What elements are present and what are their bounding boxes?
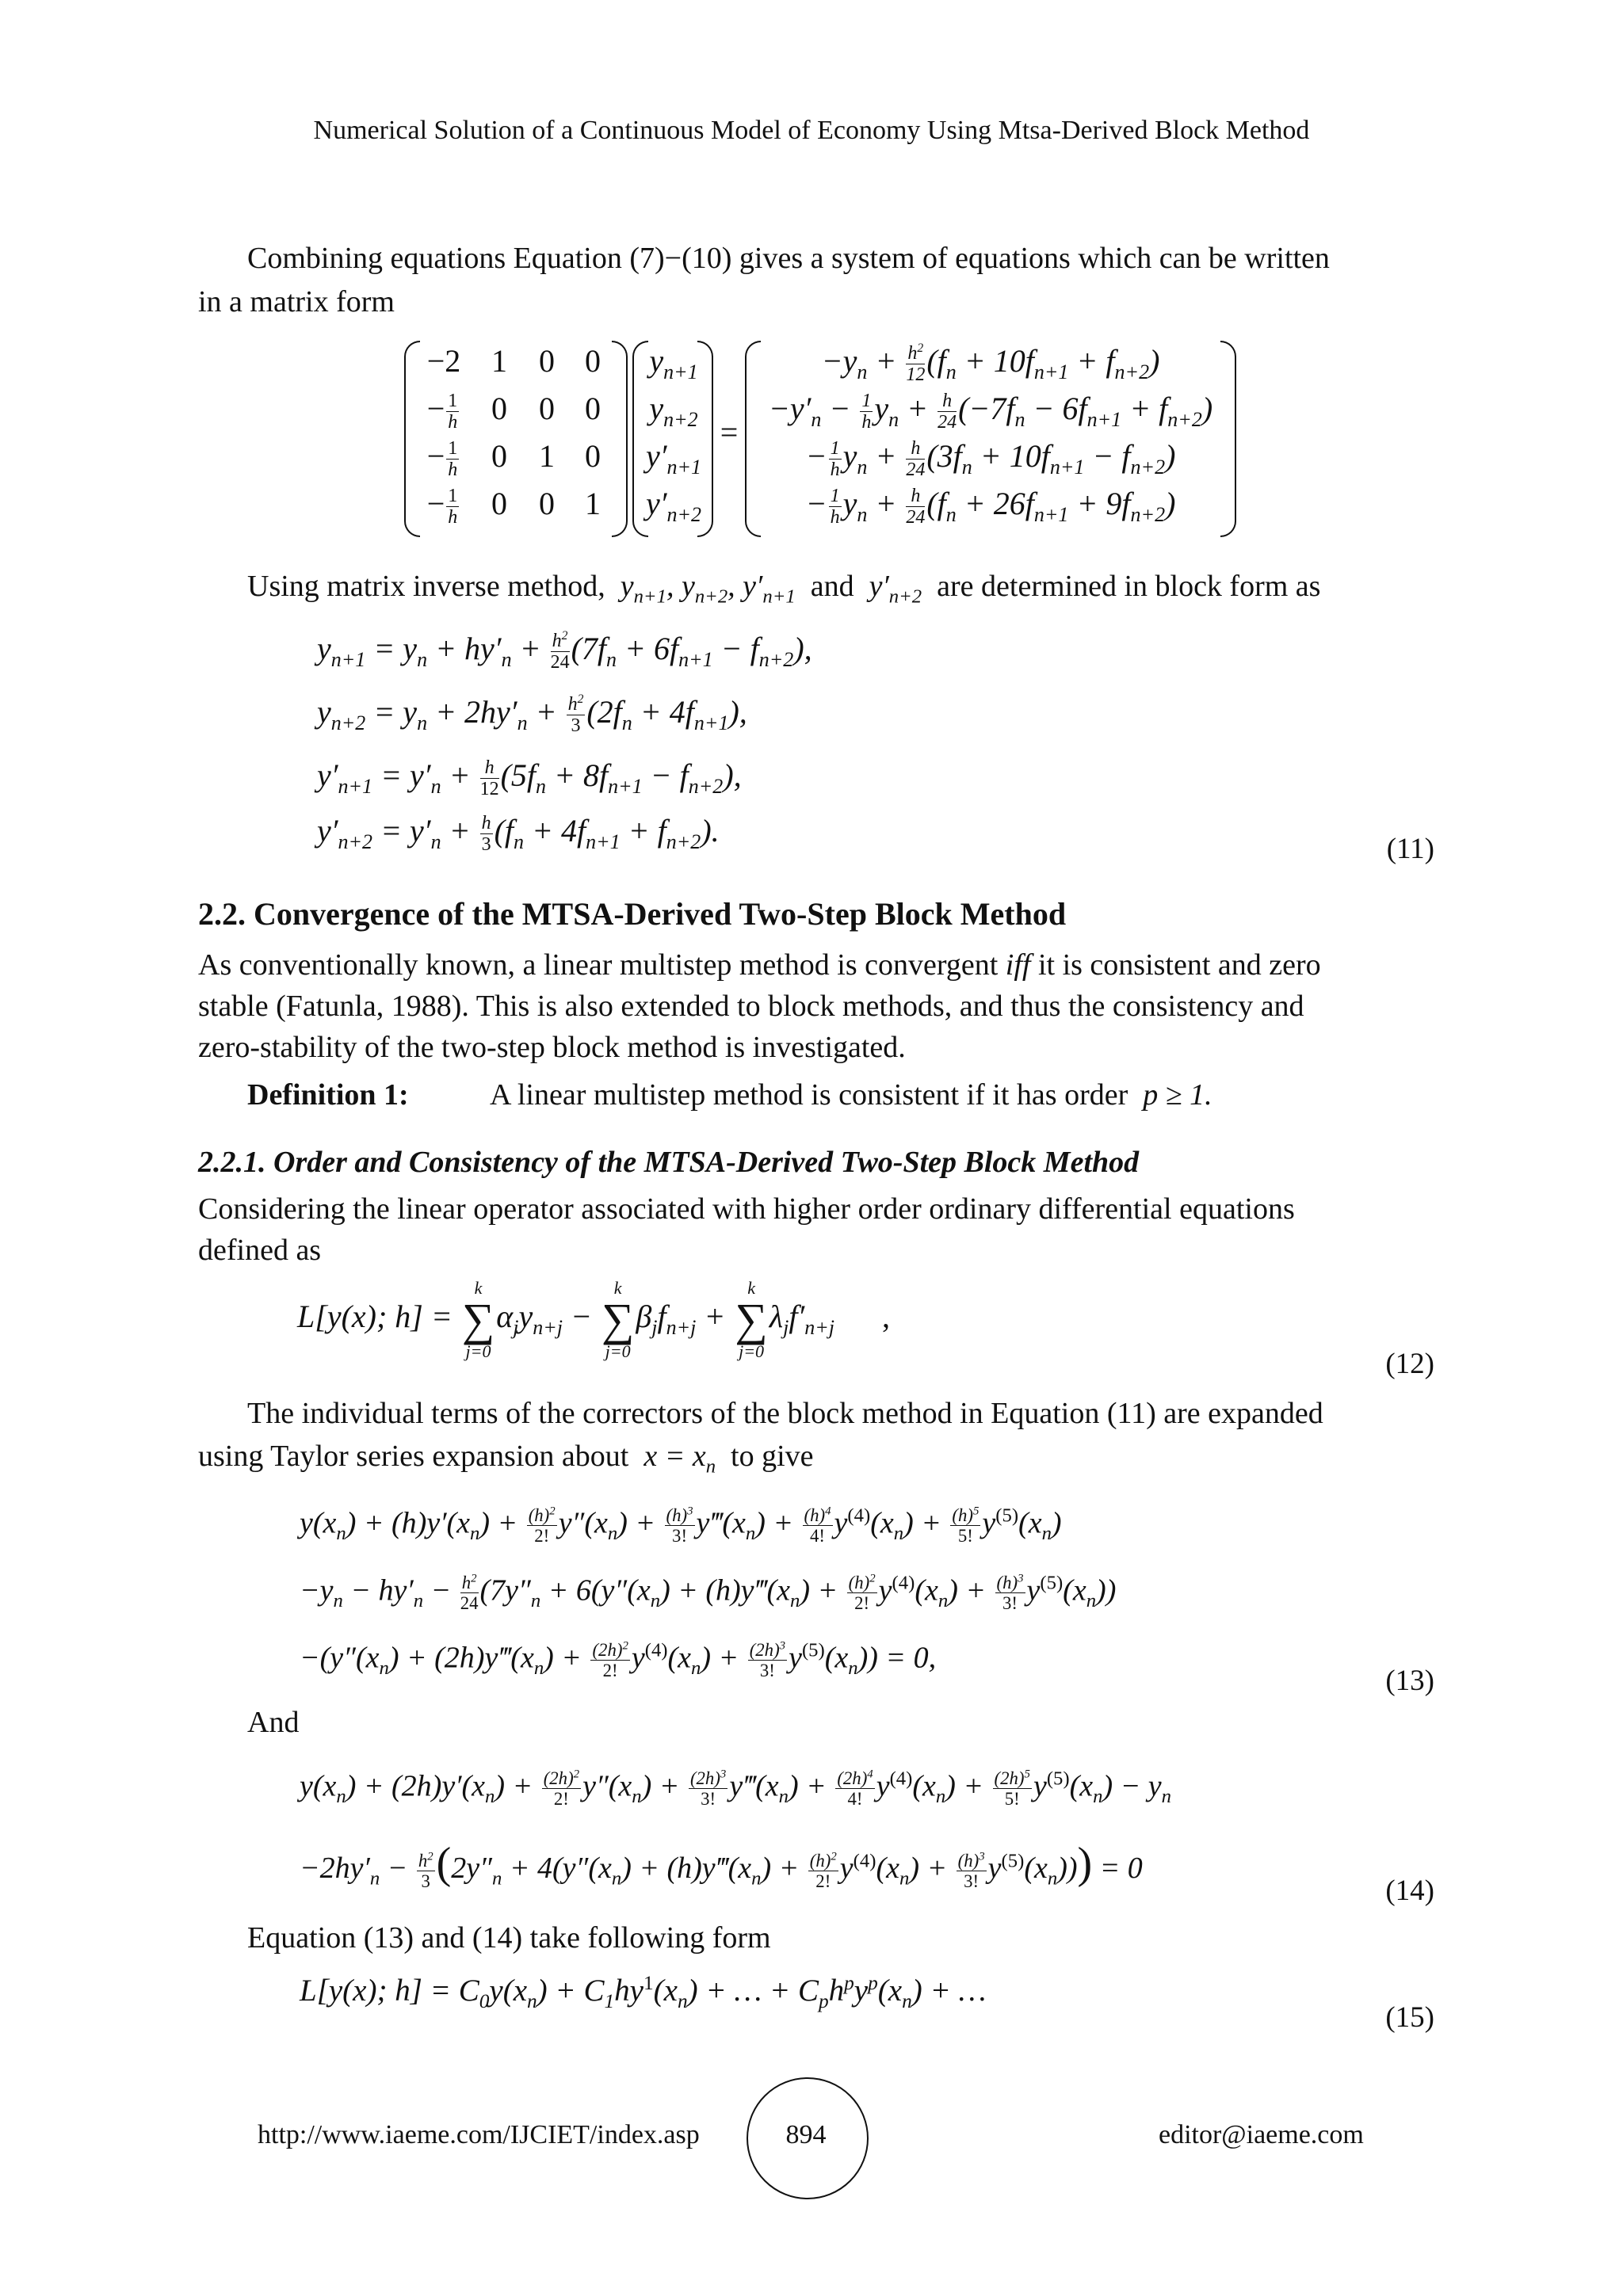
take-form-line: Equation (13) and (14) take following form xyxy=(247,1921,771,1955)
eq-number-15: (15) xyxy=(1385,2001,1434,2034)
section-2-2-para-line-3: zero-stability of the two-step block method is investigated. xyxy=(198,1031,906,1064)
inverse-method-line xyxy=(247,566,1436,607)
rhs-row-1: $-y_n$ + $\frac{h^2}{12}$ $(f_n + 10f_{n+1} + f_{n+2})$ xyxy=(821,341,1160,386)
para-text-a: As conventionally known, a linear multistep method is convergent xyxy=(198,948,1006,982)
and-word: And xyxy=(247,1706,300,1739)
eq13-line-2: $-y_n - hy'_n$ − $\frac{h^2}{24}$ ($7y''_n + 6(y''(x_n)$ + $(h)y‴(x_n)$ + $\frac{(h)^2}{2!}$ $y^{(4)}(x_n)$ + $\frac{(h)^3}{3!}$ $y^{(5)}(x_n)$) xyxy=(300,1572,1117,1614)
definition-text xyxy=(490,1074,1212,1116)
inverse-vars: $y_{n+1}$, $y_{n+2}$, $y'_{n+1}$ xyxy=(613,570,796,608)
vec-yp-n1: $y'_{n+1}$ xyxy=(645,438,702,479)
eq12-operator: L[y(x); h] = k ∑ j=0 $\alpha_jy_{n+j}$ − k ∑ j=0 $\beta_jf_{n+j}$ + k ∑ j=0 $\lambda_jf'_{n+j}$ , xyxy=(297,1278,890,1361)
a-33: 1 xyxy=(539,438,555,474)
section-2-2-para-line-2: stable (Fatunla, 1988). This is also extended to block methods, and thus the consistency and xyxy=(198,990,1304,1023)
a-23: 0 xyxy=(539,391,555,426)
matrix-a-right-bracket xyxy=(612,341,628,537)
a-32: 0 xyxy=(491,438,507,474)
intro-line-1: Combining equations Equation (7)−(10) gives a system of equations which can be written xyxy=(247,242,1330,275)
section-2-2-1-heading: 2.2.1. Order and Consistency of the MTSA-Derived Two-Step Block Method xyxy=(198,1146,1140,1179)
eq14-line-1: $y(x_n) + (2h)y'(x_n)$ + $\frac{(2h)^2}{2!}$ $y''(x_n)$ + $\frac{(2h)^3}{3!}$ $y‴(x_n)$ + $\frac{(2h)^4}{4!}$ $y^{(4)}(x_n)$ + $\frac{(2h)^5}{5!}$ $y^{(5)}(x_n) - y_n$ xyxy=(300,1768,1171,1810)
a-34: 0 xyxy=(585,438,601,474)
definition-body: A linear multistep method is consistent if it has order xyxy=(490,1078,1128,1112)
rhs-row-2: $-y'_n$ − $\frac{1}{h}$ $y_n$ + $\frac{h}{24}$ $(-7f_n - 6f_{n+1} + f_{n+2})$ xyxy=(768,390,1213,433)
eq11-line-2: $y_{n+2} = y_n + 2hy'_n$ + $\frac{h^2}{3}$ $(2f_n + 4f_{n+1})$, xyxy=(317,692,747,737)
rhs-row-3: − $\frac{1}{h}$ $y_n$ + $\frac{h}{24}$ $(3f_n + 10f_{n+1} - f_{n+2})$ xyxy=(805,437,1176,481)
matrix-equation xyxy=(396,341,1236,539)
a-31: − $\frac{1}{h}$ xyxy=(426,437,458,481)
running-header: Numerical Solution of a Continuous Model of Economy Using Mtsa-Derived Block Method xyxy=(313,116,1310,145)
definition-condition: p ≥ 1. xyxy=(1143,1078,1212,1112)
footer-email[interactable]: editor@iaeme.com xyxy=(1159,2120,1364,2149)
rhs-left-bracket xyxy=(745,341,761,537)
section-2-2-para-line-1 xyxy=(198,944,1436,986)
definition-label: Definition 1: xyxy=(247,1078,409,1112)
a-21: − $\frac{1}{h}$ xyxy=(426,390,458,433)
a-44: 1 xyxy=(585,486,601,521)
intro-line-2: in a matrix form xyxy=(198,285,395,318)
a-22: 0 xyxy=(491,391,507,426)
a-12: 1 xyxy=(491,343,507,379)
taylor-about-point: $x = x_n$ xyxy=(643,1440,716,1478)
inverse-var-last: $y'_{n+2}$ xyxy=(861,570,922,608)
section-2-2-1-para-line-1: Considering the linear operator associated with higher order ordinary differential equations xyxy=(198,1192,1295,1226)
a-42: 0 xyxy=(491,486,507,521)
iff-text: iff xyxy=(1005,948,1031,982)
section-2-2-1-para-line-2: defined as xyxy=(198,1234,322,1267)
section-2-2-heading: 2.2. Convergence of the MTSA-Derived Two-Step Block Method xyxy=(198,896,1067,932)
eq13-line-3: $-(y''(x_n)$ + $(2h)y‴(x_n)$ + $\frac{(2h)^2}{2!}$ $y^{(4)}(x_n)$ + $\frac{(2h)^3}{3!}$ $y^{(5)}(x_n)) = 0$, xyxy=(300,1639,937,1681)
rhs-right-bracket xyxy=(1220,341,1236,537)
eq-number-13: (13) xyxy=(1385,1665,1434,1697)
eq15-line: L[y(x); $h] = C_0y(x_n) + C_1hy^1(x_n)$ + … + $C_ph^py^p(x_n)$ + … xyxy=(300,1972,987,2012)
eq-number-14: (14) xyxy=(1385,1875,1434,1907)
a-11: −2 xyxy=(426,343,461,379)
vec-y-n2: $y_{n+2}$ xyxy=(649,391,698,431)
a-43: 0 xyxy=(539,486,555,521)
para-text-b: it is consistent and zero xyxy=(1030,948,1321,982)
eq-number-12: (12) xyxy=(1385,1348,1434,1380)
footer-url[interactable]: http://www.iaeme.com/IJCIET/index.asp xyxy=(258,2120,700,2149)
inverse-before: Using matrix inverse method, xyxy=(247,570,605,603)
matrix-a-left-bracket xyxy=(404,341,420,537)
inverse-and: and xyxy=(810,570,854,603)
eq13-line-1: $y(x_n) + (h)y'(x_n)$ + $\frac{(h)^2}{2!}$ $y''(x_n)$ + $\frac{(h)^3}{3!}$ $y‴(x_n)$ + $\frac{(h)^4}{4!}$ $y^{(4)}(x_n)$ + $\frac{(h)^5}{5!}$ $y^{(5)}(x_n)$ xyxy=(300,1505,1062,1547)
a-14: 0 xyxy=(585,343,601,379)
a-24: 0 xyxy=(585,391,601,426)
vector-right-bracket xyxy=(697,341,713,537)
eq11-line-4: $y'_{n+2} = y'_n$ + $\frac{h}{3}$ $(f_n + 4f_{n+1} + f_{n+2})$. xyxy=(317,812,720,856)
a-41: − $\frac{1}{h}$ xyxy=(426,485,458,528)
rhs-row-4: − $\frac{1}{h}$ $y_n$ + $\frac{h}{24}$ $(f_n + 26f_{n+1} + 9f_{n+2})$ xyxy=(805,485,1176,528)
eq11-line-1: $y_{n+1} = y_n + hy'_n$ + $\frac{h^2}{24}$ $(7f_n + 6f_{n+1} - f_{n+2})$, xyxy=(317,628,812,673)
vec-y-n1: $y_{n+1}$ xyxy=(649,343,698,383)
a-13: 0 xyxy=(539,343,555,379)
taylor-para-line-2 xyxy=(198,1436,1436,1477)
page-number: 894 xyxy=(785,2120,827,2149)
taylor-para-line-1: The individual terms of the correctors of the block method in Equation (11) are expanded xyxy=(247,1397,1323,1430)
eq-number-11: (11) xyxy=(1386,833,1434,865)
taylor-text-a: using Taylor series expansion about xyxy=(198,1440,629,1473)
vec-yp-n2: $y'_{n+2}$ xyxy=(645,486,702,526)
eq11-line-3: $y'_{n+1} = y'_n$ + $\frac{h}{12}$ $(5f_n + 8f_{n+1} - f_{n+2})$, xyxy=(317,757,742,800)
inverse-after: are determined in block form as xyxy=(937,570,1321,603)
equals-sign: = xyxy=(720,414,739,450)
taylor-text-b: to give xyxy=(731,1440,814,1473)
eq14-line-2: $-2hy'_n$ − $\frac{h^2}{3}$ ($2y''_n + 4(y''(x_n)$ + $(h)y‴(x_n)$ + $\frac{(h)^2}{2!}$ $y^{(4)}(x_n)$ + $\frac{(h)^3}{3!}$ $y^{(5)}(x_n))) = 0$ xyxy=(300,1839,1143,1891)
